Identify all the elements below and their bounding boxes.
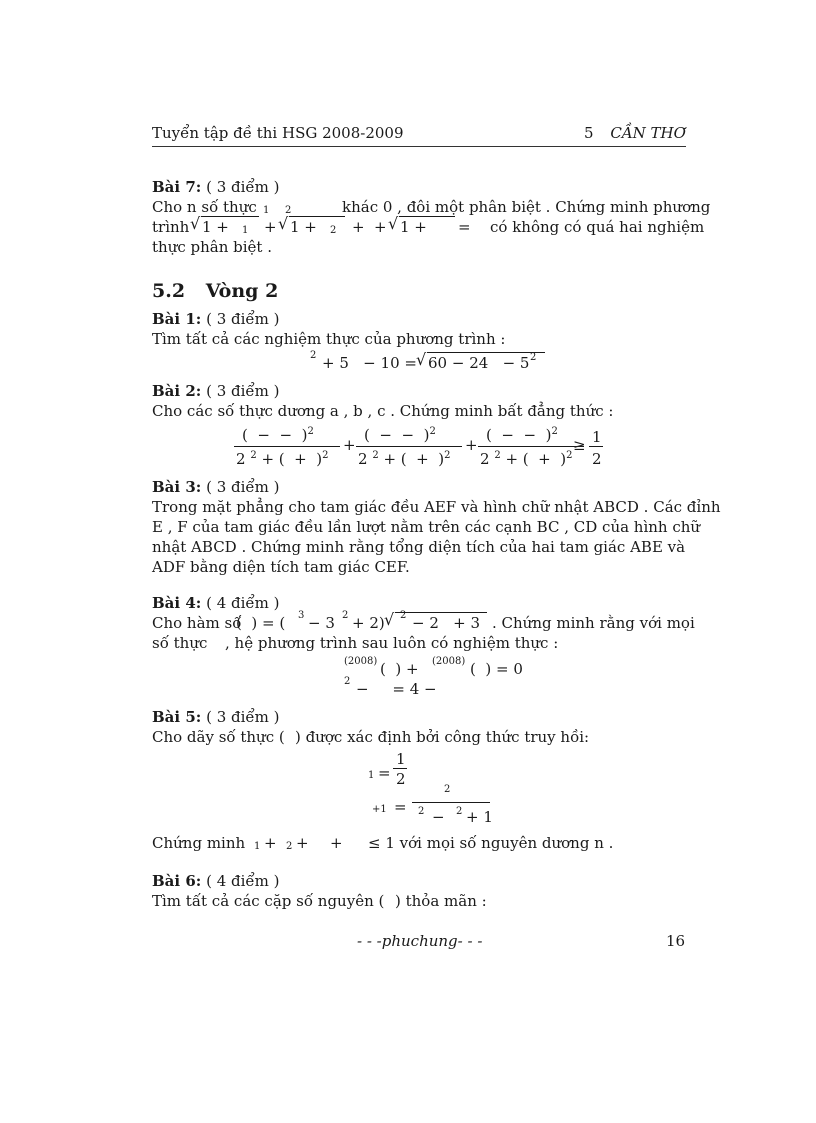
bai3-line: nhật ABCD . Chứng minh rằng tổng diện tích của hai tam giác ABE và [152, 538, 686, 556]
bai3-score: ( 3 điểm ) [206, 478, 280, 496]
bai4-system: (2008) ( ) + (2008) ( ) = 0 2 − = 4 − [344, 656, 523, 698]
bai5-score: ( 3 điểm ) [206, 708, 280, 726]
header-chapter-number: 5 [584, 124, 594, 142]
bai5-recurrence: 1 = 1 2 2 +1 = 2 − 2 + 1 [368, 750, 493, 826]
bai4-line1-end: . Chứng minh rằng với mọi [492, 614, 695, 632]
bai6-text-start: Tìm tất cả các cặp số nguyên ( [152, 892, 385, 910]
bai5-sum: 1 + 2 + + [254, 834, 343, 852]
bai4-line2-end: , hệ phương trình sau luôn có nghiệm thực : [225, 634, 559, 652]
bai3-label: Bài 3: [152, 478, 202, 496]
bai5-label: Bài 5: [152, 708, 202, 726]
section-heading [152, 280, 278, 302]
bai7-line1 [152, 198, 257, 216]
bai7-line3: thực phân biệt . [152, 238, 272, 256]
bai3-line: ADF bằng diện tích tam giác CEF. [152, 558, 410, 576]
bai2-heading [152, 382, 279, 400]
bai5-prove-end: ≤ 1 với mọi số nguyên dương n . [368, 834, 614, 852]
bai7-sub-2: 2 [285, 205, 292, 216]
bai5-line1-start: Cho dãy số thực ( [152, 728, 285, 746]
bai1-heading [152, 310, 279, 328]
bai3-line: Trong mặt phẳng cho tam giác đều AEF và hình chữ nhật ABCD . Các đỉnh [152, 498, 721, 516]
bai4-line1-start: Cho hàm số [152, 614, 242, 632]
bai3-heading [152, 478, 279, 496]
bai7-equation: √ 1 + 1 + √ 1 + 2 + + √ 1 + = [190, 214, 471, 236]
bai3-line: E , F của tam giác đều lần lượt nằm trên các cạnh BC , CD của hình chữ [152, 518, 701, 536]
bai7-heading [152, 178, 279, 196]
header-chapter-title: CẦN THƠ [610, 124, 686, 142]
bai6-label: Bài 6: [152, 872, 202, 890]
bai2-score: ( 3 điểm ) [206, 382, 280, 400]
bai1-score: ( 3 điểm ) [206, 310, 280, 328]
bai1-label: Bài 1: [152, 310, 202, 328]
bai6-heading [152, 872, 279, 890]
page-number: 16 [666, 932, 686, 950]
bai5-line1-end: ) được xác định bởi công thức truy hồi: [295, 728, 590, 746]
bai1-equation: 2 + 5 − 10 = √ 60 − 24 − 5 2 [310, 350, 550, 374]
bai2-text: Cho các số thực dương a , b , c . Chứng minh bất đẳng thức : [152, 402, 614, 420]
footer-author: - - -phuchung- - - [357, 932, 483, 950]
header-rule [152, 146, 686, 147]
section-number: 5.2 [152, 280, 186, 302]
header-left: Tuyển tập đề thi HSG 2008-2009 [152, 124, 404, 142]
header-right [584, 124, 686, 142]
bai5-heading [152, 708, 279, 726]
bai7-label: Bài 7: [152, 178, 202, 196]
bai4-score: ( 4 điểm ) [206, 594, 280, 612]
section-title: Vòng 2 [205, 280, 279, 302]
bai6-score: ( 4 điểm ) [206, 872, 280, 890]
bai2-inequality: ( − − )$^2$ 2 $^2$ + ( + )$^2$ + ( − − )$^2$ 2 $^2$ + ( + )$^2$ + ( − − )$^2$ 2 $^2$ + ( + )$^2$ ≥ 1 2 [236, 426, 602, 468]
bai7-line1-end: khác 0 , đôi một phân biệt . Chứng minh phương [342, 198, 711, 216]
bai1-text: Tìm tất cả các nghiệm thực của phương trình : [152, 330, 506, 348]
bai4-label: Bài 4: [152, 594, 202, 612]
bai7-line1-start: Cho n số thực [152, 198, 257, 216]
bai6-text-end: ) thỏa mãn : [395, 892, 487, 910]
bai2-label: Bài 2: [152, 382, 202, 400]
bai7-line2-start: trình [152, 218, 190, 236]
bai7-sub-1: 1 [263, 205, 270, 216]
bai5-prove-start: Chứng minh [152, 834, 246, 852]
bai4-line2-start: số thực [152, 634, 208, 652]
bai7-score: ( 3 điểm ) [206, 178, 280, 196]
bai7-line2-end: có không có quá hai nghiệm [490, 218, 705, 236]
bai4-function: ( ) = ( 3 − 3 2 + 2) √ 2 − 2 + 3 [236, 610, 488, 634]
